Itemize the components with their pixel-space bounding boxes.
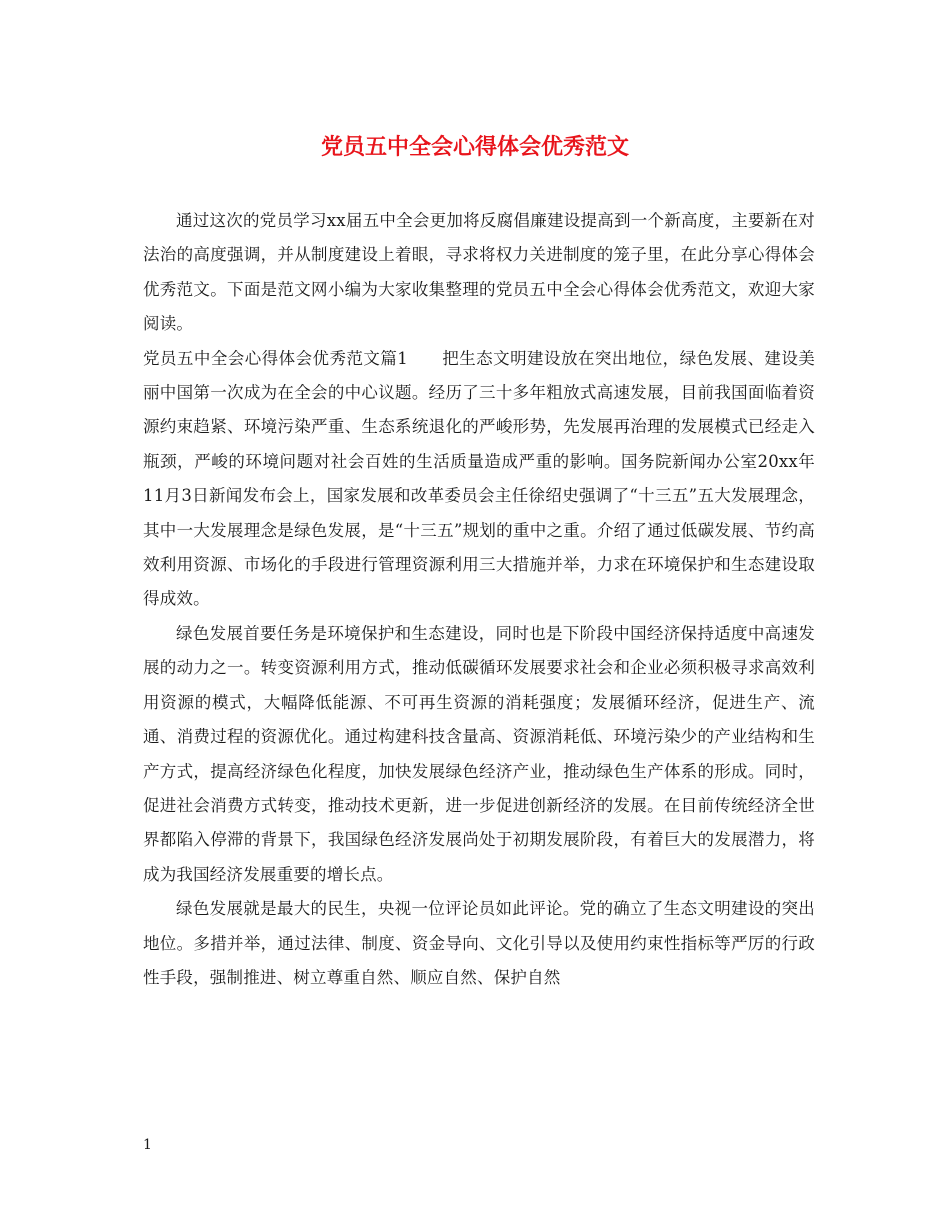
paragraph-green-livelihood <box>143 892 815 995</box>
section-heading: 党员五中全会心得体会优秀范文篇1 <box>143 348 409 368</box>
paragraph-intro <box>143 204 815 342</box>
page-number: 1 <box>143 1137 152 1153</box>
paragraph-green-priority <box>143 617 815 892</box>
paragraph-text: 绿色发展首要任务是环境保护和生态建设，同时也是下阶段中国经济保持适度中高速发展的动力之一。转变资源利用方式，推动低碳循环发展要求社会和企业必须积极寻求高效利用资源的模式，大幅降低能源、不可再生资源的消耗强度；发展循环经济，促进生产、流通、消费过程的资源优化。通过构建科技含量高、资源消耗低、环境污染少的产业结构和生产方式，提高经济绿色化程度，加快发展绿色经济产业，推动绿色生产体系的形成。同时，促进社会消费方式转变，推动技术更新，进一步促进创新经济的发展。在目前传统经济全世界都陷入停滞的背景下，我国绿色经济发展尚处于初期发展阶段，有着巨大的发展潜力，将成为我国经济发展重要的增长点。 <box>143 623 815 884</box>
document-body <box>143 204 815 995</box>
paragraph-text: 绿色发展就是最大的民生，央视一位评论员如此评论。党的确立了生态文明建设的突出地位。多措并举，通过法律、制度、资金导向、文化引导以及使用约束性指标等严厉的行政性手段，强制推进、树立尊重自然、顺应自然、保护自然 <box>143 899 815 987</box>
document-title: 党员五中全会心得体会优秀范文 <box>320 135 629 160</box>
paragraph-text: 把生态文明建设放在突出地位，绿色发展、建设美丽中国第一次成为在全会的中心议题。经历了三十多年粗放式高速发展，目前我国面临着资源约束趋紧、环境污染严重、生态系统退化的严峻形势，先发展再治理的发展模式已经走入瓶颈，严峻的环境问题对社会百姓的生活质量造成严重的影响。国务院新闻办公室20xx年11月3日新闻发布会上，国家发展和改革委员会主任徐绍史强调了“十三五”五大发展理念，其中一大发展理念是绿色发展，是“十三五”规划的重中之重。介绍了通过低碳发展、节约高效利用资源、市场化的手段进行管理资源利用三大措施并举，力求在环境保护和生态建设取得成效。 <box>143 348 815 609</box>
paragraph-text: 通过这次的党员学习xx届五中全会更加将反腐倡廉建设提高到一个新高度，主要新在对法治的高度强调，并从制度建设上着眼，寻求将权力关进制度的笼子里，在此分享心得体会优秀范文。下面是范文网小编为大家收集整理的党员五中全会心得体会优秀范文，欢迎大家阅读。 <box>143 211 815 334</box>
paragraph-section-1 <box>143 342 815 617</box>
